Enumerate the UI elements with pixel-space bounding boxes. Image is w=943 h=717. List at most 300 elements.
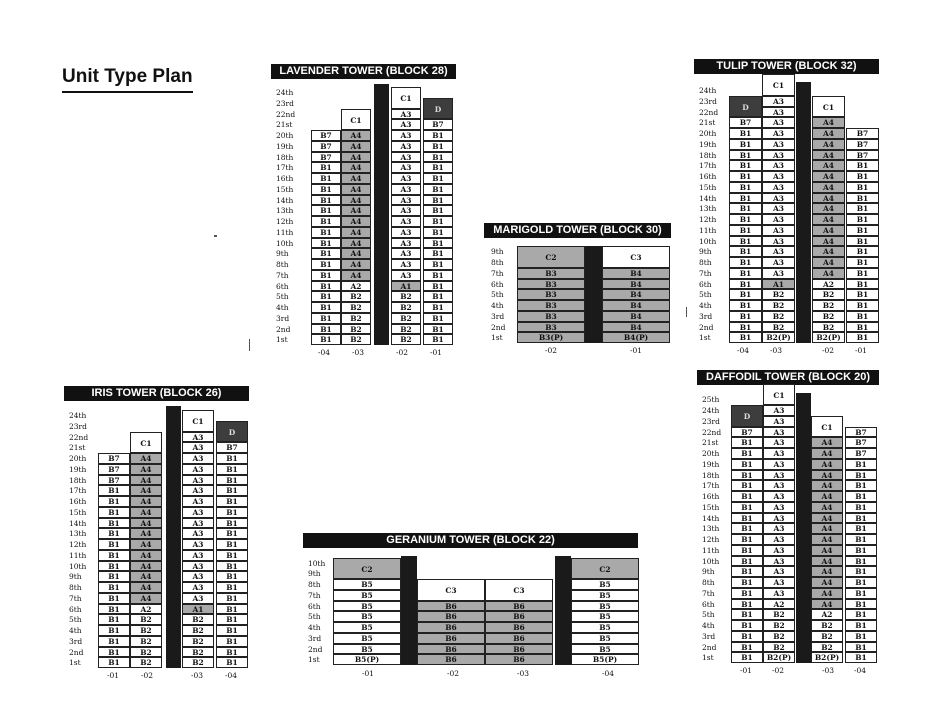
unit-cell: B1 bbox=[845, 502, 877, 513]
floor-label: 22nd bbox=[699, 107, 719, 117]
floor-label: 14th bbox=[276, 195, 294, 205]
unit-cell: B1 bbox=[423, 302, 453, 313]
floor-label: 6th bbox=[491, 279, 504, 289]
floor-label: 1st bbox=[491, 333, 503, 343]
unit-cell: B3(P) bbox=[517, 332, 585, 343]
tower-name: MARIGOLD TOWER (BLOCK 30) bbox=[484, 223, 671, 238]
unit-cell: A3 bbox=[391, 119, 421, 130]
unit-cell: B7 bbox=[845, 437, 877, 448]
unit-cell: B1 bbox=[729, 246, 762, 257]
floor-label: 2nd bbox=[308, 644, 323, 654]
unit-cell: B1 bbox=[846, 182, 879, 193]
unit-cell: A4 bbox=[130, 496, 162, 507]
unit-cell: A3 bbox=[762, 246, 795, 257]
unit-cell: B2 bbox=[763, 631, 795, 642]
stack-label: -04 bbox=[853, 666, 867, 675]
unit-cell: A3 bbox=[182, 528, 214, 539]
unit-cell: B1 bbox=[845, 577, 877, 588]
unit-cell: B5 bbox=[333, 601, 401, 612]
floor-label: 24th bbox=[69, 411, 87, 420]
floor-label: 4th bbox=[69, 626, 82, 635]
tower-name: TULIP TOWER (BLOCK 32) bbox=[694, 59, 879, 74]
floor-label: 2nd bbox=[69, 647, 84, 657]
unit-cell: A3 bbox=[762, 160, 795, 171]
unit-cell: A3 bbox=[391, 162, 421, 173]
unit-cell: A4 bbox=[811, 470, 843, 481]
unit-cell: B1 bbox=[846, 160, 879, 171]
unit-cell: A3 bbox=[391, 205, 421, 216]
unit-cell: B6 bbox=[417, 644, 485, 655]
unit-cell: A4 bbox=[130, 571, 162, 582]
unit-cell: B2(P) bbox=[812, 332, 845, 343]
unit-cell: B1 bbox=[731, 631, 763, 642]
floor-label: 24th bbox=[699, 86, 717, 95]
unit-cell: B1 bbox=[846, 225, 879, 236]
unit-cell: B1 bbox=[423, 324, 453, 335]
unit-cell: C1 bbox=[762, 74, 795, 96]
unit-cell: B1 bbox=[423, 238, 453, 249]
unit-cell: B1 bbox=[216, 604, 248, 615]
unit-cell: B1 bbox=[216, 614, 248, 625]
unit-cell: A4 bbox=[811, 480, 843, 491]
floor-label: 6th bbox=[69, 604, 82, 614]
unit-cell: B1 bbox=[846, 289, 879, 300]
floor-label: 10th bbox=[702, 556, 720, 566]
unit-cell: A3 bbox=[391, 216, 421, 227]
unit-cell: A4 bbox=[812, 128, 845, 139]
floor-label: 12th bbox=[69, 540, 87, 549]
unit-cell: A3 bbox=[182, 453, 214, 464]
floor-label: 5th bbox=[491, 290, 504, 300]
stack-label: -03 bbox=[769, 346, 783, 355]
unit-cell: B1 bbox=[311, 270, 341, 281]
unit-cell: A3 bbox=[763, 491, 795, 502]
unit-cell: A4 bbox=[130, 550, 162, 561]
unit-cell: A3 bbox=[182, 571, 214, 582]
unit-cell: B1 bbox=[846, 300, 879, 311]
unit-cell: B1 bbox=[423, 259, 453, 270]
unit-cell: A3 bbox=[763, 416, 795, 427]
unit-cell: B1 bbox=[846, 246, 879, 257]
unit-cell: B5 bbox=[333, 611, 401, 622]
tower-name: DAFFODIL TOWER (BLOCK 20) bbox=[697, 370, 879, 385]
unit-cell: A4 bbox=[811, 459, 843, 470]
unit-cell: B1 bbox=[98, 614, 130, 625]
unit-cell: B2 bbox=[130, 625, 162, 636]
unit-cell: B5(P) bbox=[571, 654, 639, 665]
unit-cell: B3 bbox=[517, 322, 585, 333]
unit-cell: A3 bbox=[762, 257, 795, 268]
unit-cell: A4 bbox=[341, 205, 371, 216]
unit-cell: B7 bbox=[216, 442, 248, 453]
unit-cell: B4(P) bbox=[602, 332, 670, 343]
stack-label: -03 bbox=[351, 348, 365, 357]
unit-cell: B2 bbox=[391, 334, 421, 345]
unit-cell: A3 bbox=[762, 139, 795, 150]
floor-label: 4th bbox=[308, 623, 321, 632]
unit-cell: B2(P) bbox=[763, 652, 795, 663]
unit-cell: A4 bbox=[811, 556, 843, 567]
unit-cell: A4 bbox=[811, 523, 843, 534]
unit-cell: B7 bbox=[98, 464, 130, 475]
unit-cell: C3 bbox=[485, 579, 553, 601]
unit-cell: B6 bbox=[417, 622, 485, 633]
unit-cell: C1 bbox=[811, 416, 843, 438]
unit-cell: B2 bbox=[182, 636, 214, 647]
unit-cell: A3 bbox=[182, 561, 214, 572]
unit-cell: B1 bbox=[216, 464, 248, 475]
floor-label: 4th bbox=[702, 621, 715, 630]
floor-label: 16th bbox=[702, 492, 720, 501]
unit-cell: A3 bbox=[763, 502, 795, 513]
floor-label: 1st bbox=[699, 333, 711, 343]
unit-cell: A3 bbox=[182, 496, 214, 507]
unit-cell: B1 bbox=[731, 523, 763, 534]
unit-cell: D bbox=[423, 98, 453, 120]
unit-cell: B3 bbox=[517, 279, 585, 290]
unit-cell: A4 bbox=[130, 528, 162, 539]
unit-cell: B7 bbox=[845, 427, 877, 438]
unit-cell: B5 bbox=[333, 590, 401, 601]
floor-label: 10th bbox=[69, 561, 87, 571]
unit-cell: B2 bbox=[341, 324, 371, 335]
unit-cell: B5 bbox=[333, 644, 401, 655]
unit-cell: B1 bbox=[845, 459, 877, 470]
unit-cell: B1 bbox=[729, 225, 762, 236]
unit-cell: B1 bbox=[311, 248, 341, 259]
unit-cell: B7 bbox=[98, 453, 130, 464]
unit-cell: A4 bbox=[812, 257, 845, 268]
unit-cell: B1 bbox=[731, 491, 763, 502]
unit-cell: B1 bbox=[731, 513, 763, 524]
stack-label: -04 bbox=[224, 671, 238, 680]
stack-label: -02 bbox=[544, 346, 558, 355]
floor-label: 3rd bbox=[699, 311, 713, 321]
unit-cell: A4 bbox=[130, 453, 162, 464]
stack-label: -02 bbox=[821, 346, 835, 355]
unit-cell: B3 bbox=[517, 289, 585, 300]
unit-cell: A4 bbox=[812, 171, 845, 182]
unit-cell: B7 bbox=[311, 152, 341, 163]
unit-cell: B1 bbox=[845, 631, 877, 642]
floor-label: 17th bbox=[69, 486, 87, 496]
floor-label: 9th bbox=[308, 569, 321, 579]
unit-cell: B1 bbox=[729, 332, 762, 343]
unit-cell: B1 bbox=[311, 205, 341, 216]
unit-cell: B1 bbox=[845, 523, 877, 534]
unit-cell: B1 bbox=[98, 518, 130, 529]
unit-cell: A3 bbox=[763, 566, 795, 577]
unit-cell: A3 bbox=[763, 523, 795, 534]
floor-label: 18th bbox=[69, 475, 87, 485]
unit-cell: B1 bbox=[98, 604, 130, 615]
unit-cell: B1 bbox=[845, 491, 877, 502]
floor-label: 14th bbox=[69, 518, 87, 528]
floor-label: 12th bbox=[699, 215, 717, 224]
scan-speck bbox=[686, 307, 687, 317]
unit-cell: B1 bbox=[845, 513, 877, 524]
unit-cell: B1 bbox=[731, 652, 763, 663]
stack-label: -01 bbox=[106, 671, 120, 680]
floor-label: 3rd bbox=[702, 631, 716, 641]
floor-label: 4th bbox=[276, 303, 289, 312]
floor-label: 11th bbox=[69, 550, 87, 560]
unit-cell: B1 bbox=[731, 534, 763, 545]
unit-cell: A4 bbox=[812, 139, 845, 150]
floor-label: 13th bbox=[699, 204, 717, 214]
unit-cell: B2 bbox=[763, 620, 795, 631]
unit-cell: B1 bbox=[311, 162, 341, 173]
unit-cell: B1 bbox=[311, 334, 341, 345]
unit-cell: B5 bbox=[333, 633, 401, 644]
stack-label: -01 bbox=[739, 666, 753, 675]
unit-cell: A3 bbox=[762, 171, 795, 182]
stack-label: -02 bbox=[395, 348, 409, 357]
unit-cell: B7 bbox=[846, 139, 879, 150]
floor-label: 15th bbox=[69, 507, 87, 517]
unit-cell: B1 bbox=[216, 528, 248, 539]
unit-cell: B6 bbox=[417, 633, 485, 644]
unit-cell: A4 bbox=[811, 566, 843, 577]
unit-cell: B1 bbox=[423, 162, 453, 173]
unit-cell: B1 bbox=[311, 195, 341, 206]
floor-label: 7th bbox=[308, 590, 321, 600]
unit-cell: B1 bbox=[216, 636, 248, 647]
unit-cell: B2 bbox=[391, 291, 421, 302]
floor-label: 21st bbox=[276, 120, 293, 130]
unit-cell: B1 bbox=[423, 291, 453, 302]
unit-cell: A4 bbox=[341, 238, 371, 249]
unit-cell: B4 bbox=[602, 300, 670, 311]
floor-label: 16th bbox=[69, 497, 87, 506]
unit-cell: B5 bbox=[333, 579, 401, 590]
unit-cell: B1 bbox=[846, 332, 879, 343]
stack-label: -02 bbox=[140, 671, 154, 680]
floor-label: 7th bbox=[276, 270, 289, 280]
unit-cell: B1 bbox=[731, 448, 763, 459]
lift-core bbox=[374, 84, 389, 345]
unit-cell: A3 bbox=[182, 550, 214, 561]
unit-cell: B2 bbox=[130, 647, 162, 658]
unit-cell: A3 bbox=[762, 203, 795, 214]
unit-cell: B4 bbox=[602, 311, 670, 322]
unit-cell: A3 bbox=[763, 480, 795, 491]
unit-cell: A4 bbox=[341, 248, 371, 259]
unit-cell: B1 bbox=[423, 130, 453, 141]
unit-cell: C3 bbox=[417, 579, 485, 601]
unit-cell: B1 bbox=[845, 642, 877, 653]
unit-cell: C3 bbox=[602, 246, 670, 268]
unit-cell: A1 bbox=[182, 604, 214, 615]
unit-cell: B1 bbox=[729, 128, 762, 139]
unit-cell: B7 bbox=[731, 427, 763, 438]
tower-name: LAVENDER TOWER (BLOCK 28) bbox=[271, 64, 456, 79]
unit-cell: B1 bbox=[216, 561, 248, 572]
unit-cell: B1 bbox=[731, 588, 763, 599]
unit-cell: A2 bbox=[812, 279, 845, 290]
unit-cell: A4 bbox=[341, 130, 371, 141]
unit-cell: B1 bbox=[846, 236, 879, 247]
unit-cell: A3 bbox=[762, 150, 795, 161]
floor-label: 12th bbox=[276, 217, 294, 226]
unit-cell: A3 bbox=[762, 128, 795, 139]
floor-label: 6th bbox=[308, 601, 321, 611]
unit-cell: B2 bbox=[341, 334, 371, 345]
unit-cell: B1 bbox=[729, 150, 762, 161]
floor-label: 22nd bbox=[276, 109, 296, 119]
unit-cell: B1 bbox=[731, 437, 763, 448]
unit-cell: B1 bbox=[731, 480, 763, 491]
unit-cell: B1 bbox=[845, 599, 877, 610]
floor-label: 14th bbox=[699, 193, 717, 203]
unit-cell: B1 bbox=[216, 582, 248, 593]
unit-cell: B1 bbox=[98, 539, 130, 550]
unit-cell: A4 bbox=[130, 561, 162, 572]
unit-cell: A4 bbox=[812, 225, 845, 236]
floor-label: 3rd bbox=[491, 311, 505, 321]
unit-cell: B3 bbox=[517, 311, 585, 322]
unit-cell: A4 bbox=[812, 214, 845, 225]
floor-label: 11th bbox=[276, 227, 294, 237]
unit-cell: B1 bbox=[729, 279, 762, 290]
unit-cell: B1 bbox=[423, 205, 453, 216]
unit-cell: A4 bbox=[130, 593, 162, 604]
unit-cell: B1 bbox=[216, 475, 248, 486]
lift-core bbox=[796, 82, 811, 343]
floor-label: 23rd bbox=[69, 421, 87, 431]
floor-label: 10th bbox=[699, 236, 717, 246]
floor-label: 15th bbox=[276, 184, 294, 194]
unit-cell: B2 bbox=[811, 620, 843, 631]
floor-label: 20th bbox=[702, 449, 720, 458]
unit-cell: A3 bbox=[763, 556, 795, 567]
unit-cell: B6 bbox=[417, 601, 485, 612]
unit-cell: A2 bbox=[341, 281, 371, 292]
unit-cell: B1 bbox=[311, 302, 341, 313]
unit-cell: A4 bbox=[811, 513, 843, 524]
unit-cell: D bbox=[729, 96, 762, 118]
unit-cell: A3 bbox=[182, 582, 214, 593]
unit-cell: A4 bbox=[130, 539, 162, 550]
unit-cell: B5 bbox=[571, 579, 639, 590]
unit-cell: A2 bbox=[811, 609, 843, 620]
unit-cell: B1 bbox=[98, 657, 130, 668]
unit-cell: A3 bbox=[391, 141, 421, 152]
unit-cell: B1 bbox=[311, 291, 341, 302]
unit-cell: A3 bbox=[391, 195, 421, 206]
unit-cell: B7 bbox=[846, 128, 879, 139]
floor-label: 1st bbox=[308, 655, 320, 665]
unit-cell: A3 bbox=[762, 96, 795, 107]
unit-cell: A4 bbox=[812, 150, 845, 161]
floor-label: 23rd bbox=[702, 416, 720, 426]
unit-cell: B1 bbox=[98, 625, 130, 636]
floor-label: 14th bbox=[702, 513, 720, 523]
unit-cell: B5 bbox=[571, 601, 639, 612]
unit-cell: B1 bbox=[423, 216, 453, 227]
floor-label: 19th bbox=[69, 464, 87, 474]
floor-label: 8th bbox=[69, 583, 82, 592]
stack-label: -01 bbox=[361, 669, 375, 678]
unit-cell: B4 bbox=[602, 279, 670, 290]
unit-cell: B1 bbox=[216, 539, 248, 550]
unit-cell: A4 bbox=[341, 152, 371, 163]
floor-label: 13th bbox=[702, 524, 720, 534]
unit-cell: B1 bbox=[846, 311, 879, 322]
unit-cell: B1 bbox=[311, 184, 341, 195]
unit-cell: B6 bbox=[485, 644, 553, 655]
unit-cell: B2 bbox=[130, 636, 162, 647]
unit-cell: B1 bbox=[846, 279, 879, 290]
unit-cell: B2 bbox=[130, 614, 162, 625]
floor-label: 3rd bbox=[308, 633, 322, 643]
unit-cell: B1 bbox=[98, 647, 130, 658]
unit-cell: B2 bbox=[762, 289, 795, 300]
floor-label: 6th bbox=[276, 281, 289, 291]
floor-label: 9th bbox=[69, 572, 82, 582]
unit-cell: A4 bbox=[130, 475, 162, 486]
unit-cell: B1 bbox=[729, 139, 762, 150]
unit-cell: B1 bbox=[216, 453, 248, 464]
unit-cell: B5(P) bbox=[333, 654, 401, 665]
unit-cell: B2 bbox=[762, 311, 795, 322]
unit-cell: B1 bbox=[846, 322, 879, 333]
lift-core bbox=[555, 556, 571, 665]
unit-cell: B1 bbox=[216, 550, 248, 561]
unit-cell: B1 bbox=[729, 268, 762, 279]
unit-cell: B2 bbox=[763, 642, 795, 653]
floor-label: 8th bbox=[699, 258, 712, 267]
unit-cell: B1 bbox=[846, 257, 879, 268]
unit-cell: B1 bbox=[729, 193, 762, 204]
floor-label: 8th bbox=[702, 578, 715, 587]
unit-cell: A3 bbox=[182, 442, 214, 453]
stack-label: -03 bbox=[516, 669, 530, 678]
unit-cell: B1 bbox=[98, 550, 130, 561]
unit-cell: B1 bbox=[216, 518, 248, 529]
unit-cell: B1 bbox=[311, 281, 341, 292]
unit-cell: B1 bbox=[731, 599, 763, 610]
floor-label: 5th bbox=[276, 292, 289, 302]
unit-cell: B1 bbox=[423, 281, 453, 292]
floor-label: 5th bbox=[699, 290, 712, 300]
unit-cell: B1 bbox=[846, 171, 879, 182]
unit-cell: B4 bbox=[602, 268, 670, 279]
unit-cell: A2 bbox=[763, 599, 795, 610]
floor-label: 17th bbox=[276, 163, 294, 173]
floor-label: 15th bbox=[699, 182, 717, 192]
unit-cell: B7 bbox=[729, 117, 762, 128]
unit-cell: C1 bbox=[341, 109, 371, 131]
floor-label: 1st bbox=[702, 653, 714, 663]
unit-cell: B1 bbox=[845, 609, 877, 620]
unit-cell: A3 bbox=[763, 588, 795, 599]
unit-cell: B1 bbox=[311, 259, 341, 270]
floor-label: 17th bbox=[699, 161, 717, 171]
unit-cell: B2 bbox=[762, 322, 795, 333]
unit-cell: B1 bbox=[731, 620, 763, 631]
unit-cell: A2 bbox=[130, 604, 162, 615]
unit-cell: A4 bbox=[341, 270, 371, 281]
unit-cell: A3 bbox=[182, 464, 214, 475]
floor-label: 9th bbox=[699, 247, 712, 257]
unit-cell: C2 bbox=[571, 558, 639, 580]
unit-cell: B1 bbox=[423, 141, 453, 152]
floor-label: 6th bbox=[699, 279, 712, 289]
unit-cell: B1 bbox=[845, 620, 877, 631]
unit-cell: C1 bbox=[182, 410, 214, 432]
unit-cell: B2 bbox=[811, 642, 843, 653]
